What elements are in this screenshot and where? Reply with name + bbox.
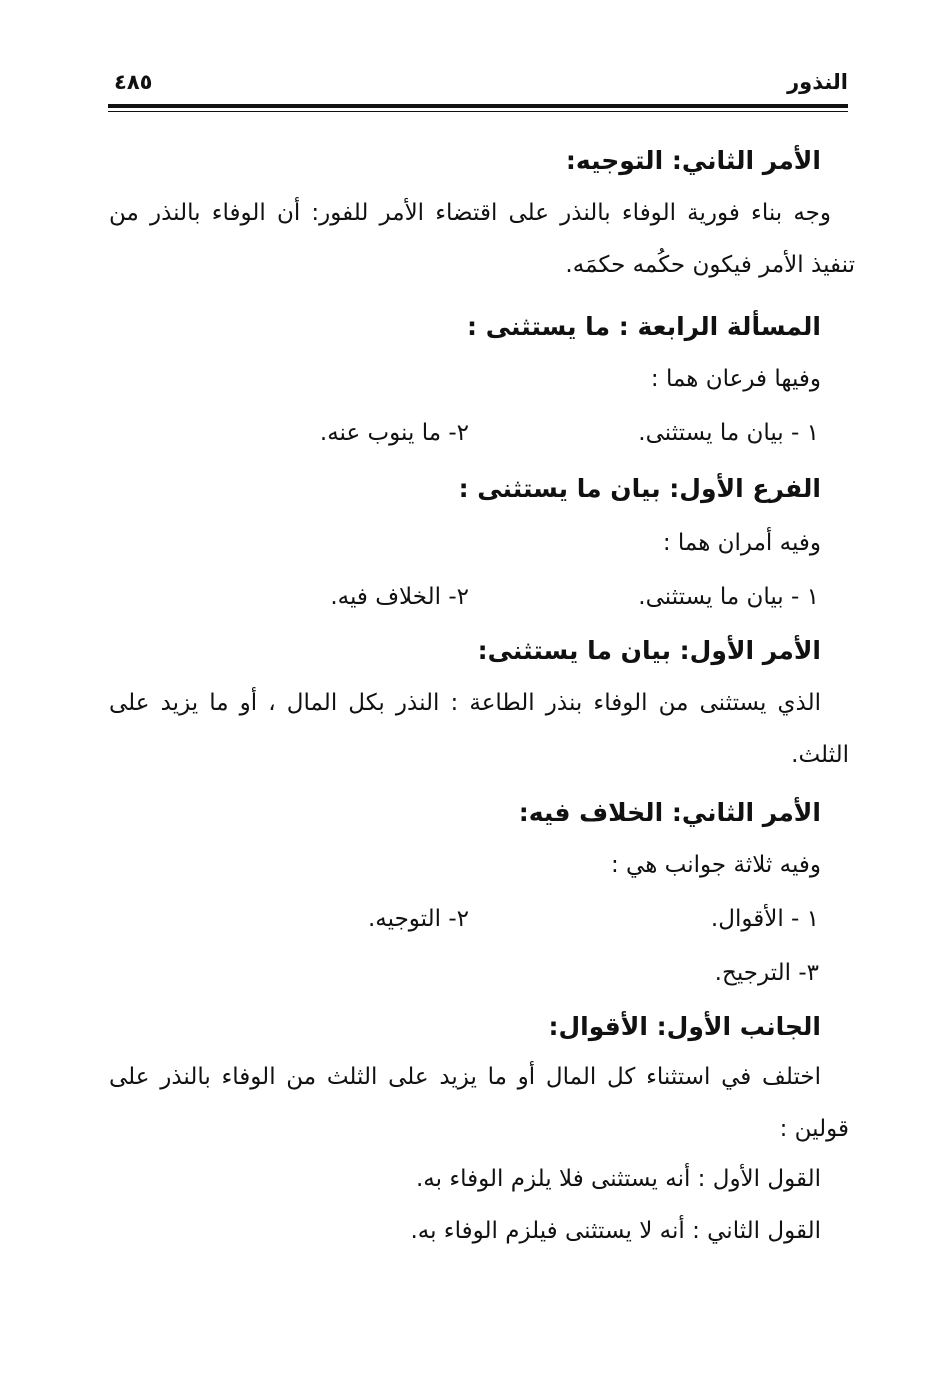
list-row bbox=[199, 960, 819, 992]
paragraph-line: قولين : bbox=[779, 1116, 849, 1142]
paragraph-line: تنفيذ الأمر فيكون حكُمه حكمَه. bbox=[565, 252, 855, 278]
chapter-title: النذور bbox=[787, 70, 848, 94]
list-row bbox=[199, 906, 819, 938]
list-row bbox=[199, 420, 819, 452]
page-number: ٤٨٥ bbox=[114, 70, 153, 94]
paragraph-line: الثلث. bbox=[791, 742, 849, 768]
list-item: ١ - الأقوال. bbox=[710, 906, 819, 932]
list-item: ١ - بيان ما يستثنى. bbox=[638, 584, 819, 610]
heading-matter-one: الأمر الأول: بيان ما يستثنى: bbox=[477, 636, 821, 665]
list-item: ٢- التوجيه. bbox=[368, 906, 469, 932]
list-item: ٢- ما ينوب عنه. bbox=[319, 420, 469, 446]
paragraph-line: القول الأول : أنه يستثنى فلا يلزم الوفاء به. bbox=[415, 1166, 821, 1192]
list-item: ٢- الخلاف فيه. bbox=[330, 584, 469, 610]
list-item: ١ - بيان ما يستثنى. bbox=[638, 420, 819, 446]
paragraph-line: وجه بناء فورية الوفاء بالنذر على اقتضاء الأمر للفور: أن الوفاء بالنذر من bbox=[109, 200, 831, 226]
paragraph-line: وفيه ثلاثة جوانب هي : bbox=[611, 852, 821, 878]
paragraph-line: وفيها فرعان هما : bbox=[650, 366, 821, 392]
header-rule-thick bbox=[108, 104, 848, 108]
header-rule-thin bbox=[108, 111, 848, 112]
list-row bbox=[199, 584, 819, 616]
heading-guidance: الأمر الثاني: التوجيه: bbox=[565, 146, 821, 175]
paragraph-line: وفيه أمران هما : bbox=[662, 530, 821, 556]
running-header bbox=[108, 68, 848, 104]
paragraph-line: اختلف في استثناء كل المال أو ما يزيد على الثلث من الوفاء بالنذر على bbox=[109, 1064, 821, 1090]
paragraph-line: القول الثاني : أنه لا يستثنى فيلزم الوفاء به. bbox=[410, 1218, 821, 1244]
list-item: ٣- الترجيح. bbox=[714, 960, 819, 986]
paragraph-line: الذي يستثنى من الوفاء بنذر الطاعة : النذر بكل المال ، أو ما يزيد على bbox=[109, 690, 821, 716]
heading-issue-four: المسألة الرابعة : ما يستثنى : bbox=[467, 312, 821, 341]
heading-matter-two: الأمر الثاني: الخلاف فيه: bbox=[518, 798, 821, 827]
heading-branch-one: الفرع الأول: بيان ما يستثنى : bbox=[458, 474, 821, 503]
heading-aspect-one: الجانب الأول: الأقوال: bbox=[548, 1012, 821, 1041]
